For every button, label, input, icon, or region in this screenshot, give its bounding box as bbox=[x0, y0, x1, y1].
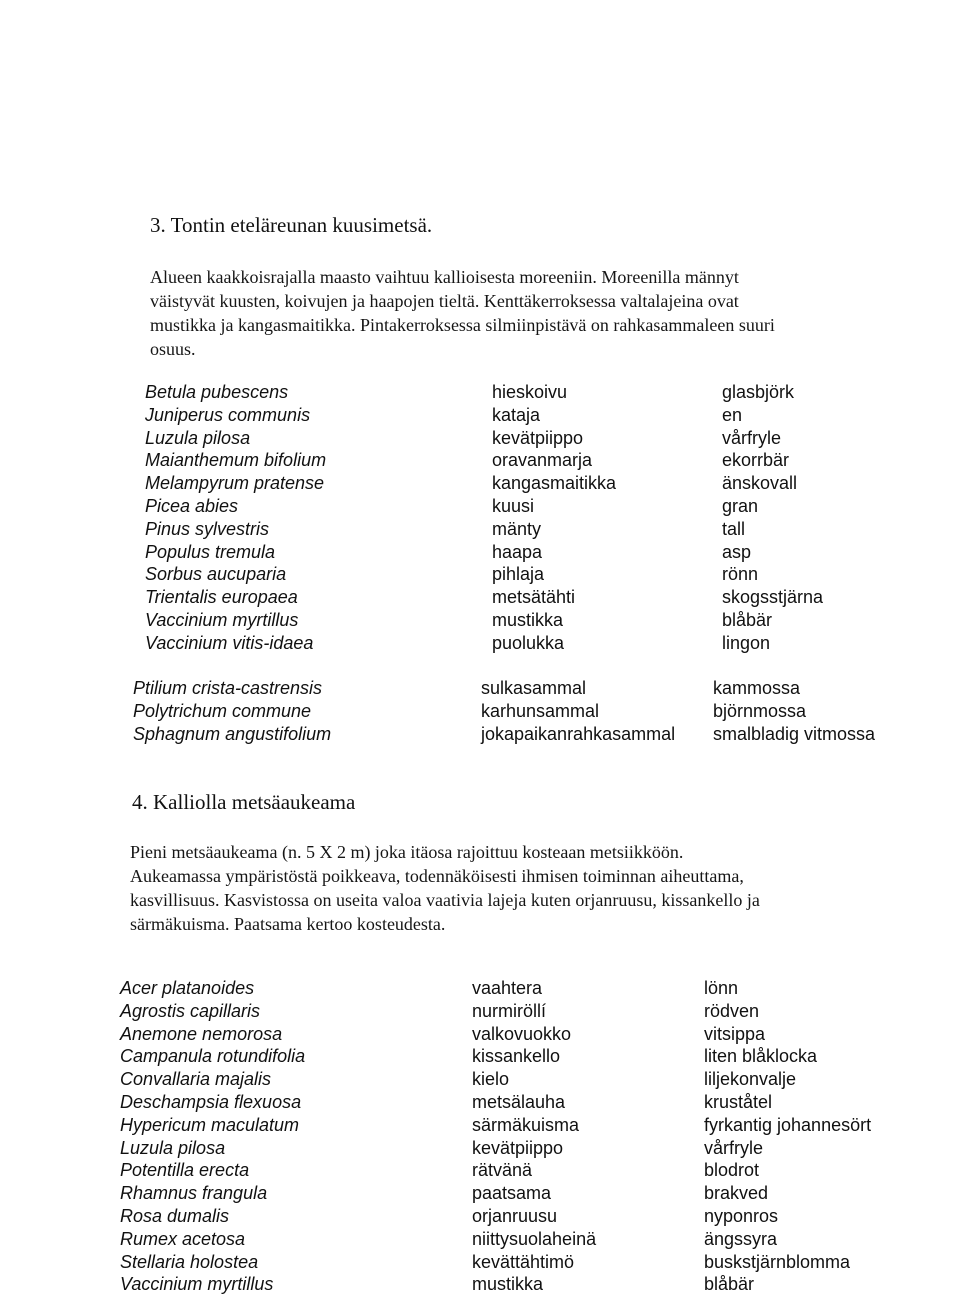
species-row bbox=[120, 1069, 900, 1092]
latin-name: Pinus sylvestris bbox=[145, 518, 270, 539]
finnish-name: kissankello bbox=[472, 1046, 561, 1067]
swedish-name: liten blåklocka bbox=[704, 1046, 818, 1067]
swedish-name: asp bbox=[722, 541, 752, 562]
paragraph-line: Pieni metsäaukeama (n. 5 X 2 m) joka itäosa rajoittuu kosteaan metsiikköön. bbox=[130, 842, 684, 862]
finnish-name: mänty bbox=[492, 518, 542, 539]
finnish-name: kataja bbox=[492, 404, 541, 425]
finnish-name: vaahtera bbox=[472, 978, 543, 998]
species-row bbox=[120, 1092, 900, 1115]
paragraph-line: kasvillisuus. Kasvistossa on useita valoa vaativia lajeja kuten orjanruusu, kissankello ja bbox=[130, 890, 760, 910]
latin-name: Sorbus aucuparia bbox=[145, 564, 287, 585]
species-row bbox=[120, 1046, 900, 1069]
species-row bbox=[145, 542, 825, 565]
swedish-name: lönn bbox=[704, 978, 739, 998]
latin-name: Melampyrum pratense bbox=[145, 473, 325, 494]
paragraph-line: Alueen kaakkoisrajalla maasto vaihtuu kallioisesta moreeniin. Moreenilla männyt bbox=[150, 267, 739, 287]
latin-name: Picea abies bbox=[145, 495, 239, 516]
finnish-name: oravanmarja bbox=[492, 450, 593, 471]
swedish-name: en bbox=[722, 404, 743, 425]
species-row bbox=[120, 1252, 900, 1275]
swedish-name: kruståtel bbox=[704, 1091, 773, 1112]
swedish-name: rödven bbox=[704, 1000, 760, 1021]
finnish-name: rätvänä bbox=[472, 1160, 533, 1181]
species-row bbox=[120, 1183, 900, 1206]
latin-name: Betula pubescens bbox=[145, 382, 289, 402]
finnish-name: haapa bbox=[492, 541, 543, 562]
finnish-name: kangasmaitikka bbox=[492, 473, 617, 494]
species-row bbox=[145, 450, 825, 473]
swedish-name: smalbladig vitmossa bbox=[713, 723, 876, 744]
swedish-name: rönn bbox=[722, 564, 759, 585]
species-row bbox=[120, 1024, 900, 1047]
finnish-name: kuusi bbox=[492, 495, 535, 516]
species-row bbox=[120, 978, 900, 1001]
species-row bbox=[120, 1138, 900, 1161]
species-row bbox=[120, 1115, 900, 1138]
section-3-moss-list bbox=[133, 678, 913, 746]
swedish-name: blodrot bbox=[704, 1160, 760, 1181]
paragraph-line: Aukeamassa ympäristöstä poikkeava, todennäköisesti ihmisen toiminnan aiheuttama, bbox=[130, 866, 744, 886]
species-row bbox=[145, 564, 825, 587]
paragraph-line: väistyvät kuusten, koivujen ja haapojen tieltä. Kenttäkerroksessa valtalajeina ovat bbox=[150, 291, 739, 311]
latin-name: Rhamnus frangula bbox=[120, 1183, 268, 1204]
latin-name: Vaccinium vitis-idaea bbox=[145, 632, 314, 653]
swedish-name: skogsstjärna bbox=[722, 587, 824, 608]
swedish-name: buskstjärnblomma bbox=[704, 1251, 851, 1272]
swedish-name: glasbjörk bbox=[722, 382, 795, 402]
finnish-name: karhunsammal bbox=[481, 700, 600, 721]
latin-name: Anemone nemorosa bbox=[120, 1023, 283, 1044]
latin-name: Sphagnum angustifolium bbox=[133, 723, 332, 744]
swedish-name: tall bbox=[722, 518, 746, 539]
finnish-name: puolukka bbox=[492, 632, 565, 653]
latin-name: Luzula pilosa bbox=[120, 1137, 226, 1158]
finnish-name: niittysuolaheinä bbox=[472, 1228, 597, 1249]
finnish-name: särmäkuisma bbox=[472, 1114, 580, 1135]
latin-name: Maianthemum bifolium bbox=[145, 450, 327, 471]
species-row bbox=[120, 1001, 900, 1024]
finnish-name: paatsama bbox=[472, 1183, 552, 1204]
latin-name: Acer platanoides bbox=[120, 978, 255, 998]
species-row bbox=[145, 473, 825, 496]
paragraph-line: mustikka ja kangasmaitikka. Pintakerroksessa silmiinpistävä on rahkasammaleen suuri bbox=[150, 315, 775, 335]
latin-name: Populus tremula bbox=[145, 541, 276, 562]
latin-name: Ptilium crista-castrensis bbox=[133, 678, 323, 698]
species-row bbox=[145, 610, 825, 633]
species-row bbox=[145, 633, 825, 656]
finnish-name: kevättähtimö bbox=[472, 1251, 575, 1272]
finnish-name: orjanruusu bbox=[472, 1205, 558, 1226]
swedish-name: blåbär bbox=[722, 609, 773, 630]
swedish-name: vitsippa bbox=[704, 1023, 766, 1044]
latin-name: Trientalis europaea bbox=[145, 587, 298, 608]
species-row bbox=[133, 678, 913, 701]
swedish-name: nyponros bbox=[704, 1205, 779, 1226]
latin-name: Juniperus communis bbox=[145, 404, 311, 425]
swedish-name: ängssyra bbox=[704, 1228, 778, 1249]
species-row bbox=[120, 1160, 900, 1183]
finnish-name: kevätpiippo bbox=[472, 1137, 564, 1158]
species-row bbox=[133, 724, 913, 747]
finnish-name: metsätähti bbox=[492, 587, 576, 608]
latin-name: Stellaria holostea bbox=[120, 1251, 259, 1272]
section-4-paragraph bbox=[130, 840, 760, 936]
species-row bbox=[145, 519, 825, 542]
latin-name: Rumex acetosa bbox=[120, 1228, 246, 1249]
finnish-name: hieskoivu bbox=[492, 382, 568, 402]
species-row bbox=[145, 405, 825, 428]
finnish-name: metsälauha bbox=[472, 1091, 566, 1112]
swedish-name: gran bbox=[722, 495, 759, 516]
latin-name: Campanula rotundifolia bbox=[120, 1046, 306, 1067]
latin-name: Polytrichum commune bbox=[133, 700, 312, 721]
latin-name: Agrostis capillaris bbox=[120, 1000, 261, 1021]
finnish-name: jokapaikanrahkasammal bbox=[481, 723, 676, 744]
swedish-name: liljekonvalje bbox=[704, 1069, 797, 1090]
species-row bbox=[145, 428, 825, 451]
finnish-name: valkovuokko bbox=[472, 1023, 572, 1044]
swedish-name: vårfryle bbox=[722, 427, 782, 448]
latin-name: Hypericum maculatum bbox=[120, 1114, 300, 1135]
latin-name: Convallaria majalis bbox=[120, 1069, 272, 1090]
swedish-name: änskovall bbox=[722, 473, 798, 494]
latin-name: Vaccinium myrtillus bbox=[120, 1274, 274, 1295]
finnish-name: pihlaja bbox=[492, 564, 545, 585]
swedish-name: brakved bbox=[704, 1183, 769, 1204]
latin-name: Deschampsia flexuosa bbox=[120, 1091, 302, 1112]
latin-name: Vaccinium myrtillus bbox=[145, 609, 299, 630]
paragraph-line: särmäkuisma. Paatsama kertoo kosteudesta. bbox=[130, 914, 446, 934]
section-4-heading: 4. Kalliolla metsäaukeama bbox=[132, 790, 356, 814]
latin-name: Potentilla erecta bbox=[120, 1160, 250, 1181]
swedish-name: kammossa bbox=[713, 678, 801, 698]
finnish-name: kevätpiippo bbox=[492, 427, 584, 448]
finnish-name: mustikka bbox=[492, 609, 564, 630]
swedish-name: vårfryle bbox=[704, 1137, 764, 1158]
species-row bbox=[120, 1274, 900, 1297]
section-3-heading: 3. Tontin eteläreunan kuusimetsä. bbox=[150, 213, 433, 237]
swedish-name: fyrkantig johannesört bbox=[704, 1114, 872, 1135]
swedish-name: blåbär bbox=[704, 1274, 755, 1295]
species-row bbox=[145, 496, 825, 519]
finnish-name: nurmiröllí bbox=[472, 1000, 547, 1021]
swedish-name: ekorrbär bbox=[722, 450, 790, 471]
latin-name: Luzula pilosa bbox=[145, 427, 251, 448]
section-3-plant-list bbox=[145, 382, 825, 656]
finnish-name: kielo bbox=[472, 1069, 510, 1090]
finnish-name: sulkasammal bbox=[481, 678, 587, 698]
species-row bbox=[145, 382, 825, 405]
section-3-paragraph bbox=[150, 265, 775, 361]
swedish-name: lingon bbox=[722, 632, 771, 653]
species-row bbox=[145, 587, 825, 610]
species-row bbox=[133, 701, 913, 724]
section-4-plant-list bbox=[120, 978, 900, 1297]
latin-name: Rosa dumalis bbox=[120, 1205, 230, 1226]
swedish-name: björnmossa bbox=[713, 700, 807, 721]
finnish-name: mustikka bbox=[472, 1274, 544, 1295]
species-row bbox=[120, 1206, 900, 1229]
paragraph-line: osuus. bbox=[150, 339, 196, 359]
species-row bbox=[120, 1229, 900, 1252]
